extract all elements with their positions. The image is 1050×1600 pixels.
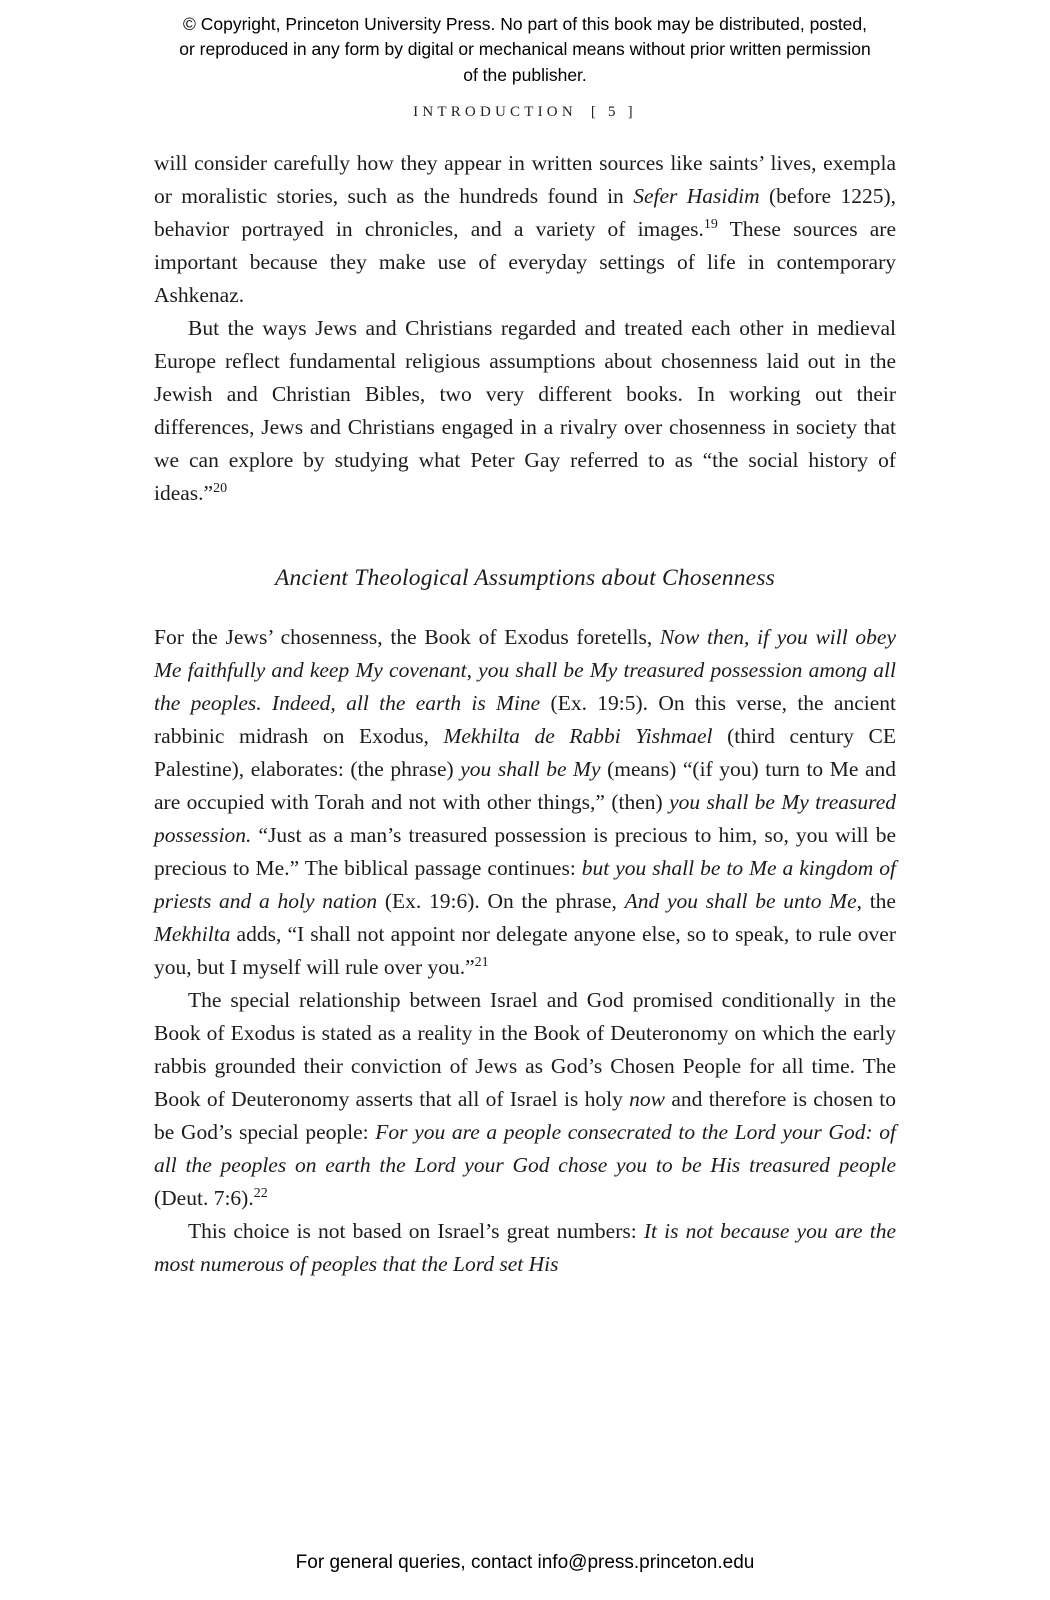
italic-text: Mekhilta: [154, 922, 231, 947]
paragraph: [154, 621, 896, 984]
paragraphs-before-heading: [154, 147, 896, 510]
italic-text: For you are a people consecrated to the Lord your God: of all the peoples on earth the Lord your God chose you to be His treasured people: [154, 1120, 896, 1178]
paragraph: [154, 312, 896, 510]
italic-text: It is not because you are the most numerous of peoples that the Lord set His: [154, 1219, 896, 1277]
italic-text: you shall be My treasured possession.: [154, 790, 897, 848]
italic-text: Sefer Hasidim: [633, 184, 760, 209]
body-text-segment: The special relationship between Israel and God promised conditionally in the Book of Exodus is stated as a reality in the Book of Deuteronomy on which the early rabbis grounded their conviction of Jews as God’s Chosen People for all time. The Book of Deuteronomy asserts that all of Israel is holy: [154, 988, 896, 1112]
paragraph: [154, 147, 896, 312]
italic-text: Mekhilta de Rabbi Yishmael: [443, 724, 713, 749]
section-heading: Ancient Theological Assumptions about Chosenness: [274, 565, 776, 592]
body-text-segment: “Just as a man’s treasured possession is precious to him, so, you will be precious to Me.” The biblical passage continues:: [154, 823, 896, 881]
body-text-segment: (means) “(if you) turn to Me and are occupied with Torah and not with other things,” (then): [154, 757, 896, 815]
italic-text: And you shall be unto Me: [624, 889, 857, 914]
paragraph: [154, 1215, 896, 1281]
footnote-reference: 19: [703, 216, 718, 232]
running-head: [0, 104, 1050, 121]
footnote-reference: 20: [213, 480, 228, 496]
body-text-segment: But the ways Jews and Christians regarded and treated each other in medieval Europe reflect fundamental religious assumptions about chosenness laid out in the Jewish and Christian Bibles, two very different books. In working out their differences, Jews and Christians engaged in a rivalry over chosenness in society that we can explore by studying what Peter Gay referred to as “the social history of ideas.”: [154, 316, 896, 506]
italic-text: Now then, if you will obey Me faithfully and keep My covenant, you shall be My treasured possession among all the peoples. Indeed, all the earth is Mine: [154, 625, 896, 716]
copyright-notice: © Copyright, Princeton University Press. No part of this book may be distributed, posted, or reproduced in any form by digital or mechanical means without prior written permission of the publisher.: [179, 14, 871, 85]
body-text-segment: (Ex. 19:5). On this verse, the ancient rabbinic midrash on Exodus,: [154, 691, 896, 749]
paragraphs-after-heading: [154, 621, 896, 1281]
body-text-segment: For the Jews’ chosenness, the Book of Exodus foretells,: [154, 625, 660, 650]
italic-text: now: [629, 1087, 666, 1112]
body-text: [154, 147, 896, 1281]
body-text-segment: (Ex. 19:6). On the phrase,: [377, 889, 625, 914]
footnote-reference: 22: [253, 1185, 268, 1201]
italic-text: but you shall be to Me a kingdom of priests and a holy nation: [154, 856, 896, 914]
running-head-page-number: [ 5 ]: [590, 104, 637, 121]
body-text-segment: (Deut. 7:6).: [154, 1186, 254, 1211]
body-text-segment: adds, “I shall not appoint nor delegate anyone else, so to speak, to rule over you, but I myself will rule over you.”: [154, 922, 896, 980]
footer-queries: For general queries, contact info@press.princeton.edu: [295, 1552, 755, 1573]
running-head-title: INTRODUCTION: [413, 104, 577, 121]
body-text-segment: (before 1225), behavior portrayed in chronicles, and a variety of images.: [154, 184, 897, 242]
body-text-segment: will consider carefully how they appear in written sources like saints’ lives, exempla or moralistic stories, such as the hundreds found in: [154, 151, 896, 209]
body-text-segment: This choice is not based on Israel’s great numbers:: [188, 1219, 644, 1244]
italic-text: you shall be My: [460, 757, 601, 782]
footnote-reference: 21: [474, 954, 489, 970]
body-text-segment: These sources are important because they make use of everyday settings of life in contemporary Ashkenaz.: [154, 217, 897, 308]
body-text-segment: , the: [856, 889, 896, 914]
paragraph: [154, 984, 896, 1215]
body-text-segment: and therefore is chosen to be God’s special people:: [154, 1087, 896, 1145]
body-text-segment: (third century CE Palestine), elaborates: (the phrase): [154, 724, 896, 782]
